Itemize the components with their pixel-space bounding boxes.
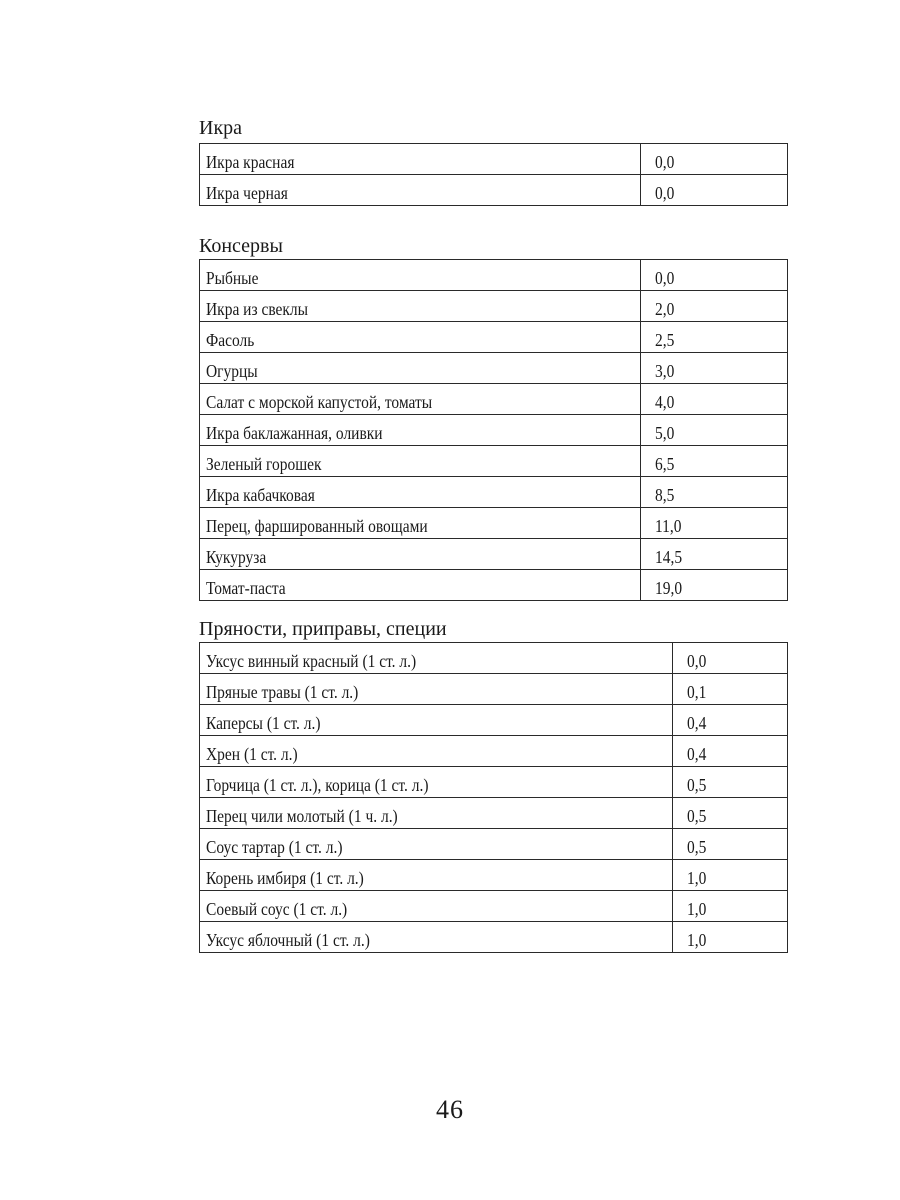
item-name: Икра черная — [206, 183, 288, 203]
item-name-cell — [200, 291, 641, 322]
item-name-cell — [200, 860, 673, 891]
item-value: 0,0 — [655, 183, 675, 203]
item-value-cell — [673, 705, 788, 736]
item-name-cell — [200, 570, 641, 601]
item-name: Огурцы — [206, 361, 258, 381]
item-value-cell — [673, 860, 788, 891]
item-value-cell — [641, 446, 788, 477]
item-name-cell — [200, 705, 673, 736]
item-value: 0,0 — [655, 268, 675, 288]
table-konservy — [199, 259, 788, 601]
item-name: Уксус яблочный (1 ст. л.) — [206, 930, 370, 950]
item-value-cell — [641, 384, 788, 415]
item-value: 0,0 — [687, 651, 707, 671]
table-row — [200, 829, 788, 860]
item-name-cell — [200, 798, 673, 829]
table-row — [200, 446, 788, 477]
item-name: Салат с морской капустой, томаты — [206, 392, 433, 412]
item-value-cell — [641, 570, 788, 601]
table-row — [200, 570, 788, 601]
table-row — [200, 415, 788, 446]
item-value-cell — [641, 260, 788, 291]
item-name-cell — [200, 736, 673, 767]
table-row — [200, 736, 788, 767]
item-value-cell — [641, 508, 788, 539]
item-value: 1,0 — [687, 868, 707, 888]
table-row — [200, 705, 788, 736]
item-name: Икра из свеклы — [206, 299, 309, 319]
item-name: Перец, фаршированный овощами — [206, 516, 428, 536]
item-name-cell — [200, 144, 641, 175]
table-row — [200, 353, 788, 384]
item-value-cell — [641, 322, 788, 353]
item-value-cell — [641, 175, 788, 206]
table-row — [200, 322, 788, 353]
item-name-cell — [200, 539, 641, 570]
table-spices — [199, 642, 788, 953]
item-name: Горчица (1 ст. л.), корица (1 ст. л.) — [206, 775, 429, 795]
item-name: Каперсы (1 ст. л.) — [206, 713, 321, 733]
item-name: Перец чили молотый (1 ч. л.) — [206, 806, 398, 826]
item-name-cell — [200, 829, 673, 860]
item-value: 0,5 — [687, 837, 707, 857]
table-row — [200, 539, 788, 570]
item-value-cell — [641, 291, 788, 322]
item-value: 2,0 — [655, 299, 675, 319]
item-value: 4,0 — [655, 392, 675, 412]
item-name-cell — [200, 674, 673, 705]
item-value: 6,5 — [655, 454, 675, 474]
table-row — [200, 674, 788, 705]
item-name: Уксус винный красный (1 ст. л.) — [206, 651, 417, 671]
table-row — [200, 384, 788, 415]
table-row — [200, 860, 788, 891]
item-value-cell — [641, 144, 788, 175]
item-name-cell — [200, 322, 641, 353]
item-name-cell — [200, 384, 641, 415]
item-name-cell — [200, 767, 673, 798]
item-value: 0,5 — [687, 775, 707, 795]
item-name: Икра кабачковая — [206, 485, 315, 505]
item-value: 0,5 — [687, 806, 707, 826]
item-name: Кукуруза — [206, 547, 267, 567]
item-value: 19,0 — [655, 578, 683, 598]
item-value-cell — [673, 798, 788, 829]
table-row — [200, 798, 788, 829]
item-name-cell — [200, 353, 641, 384]
item-value-cell — [673, 891, 788, 922]
item-name-cell — [200, 508, 641, 539]
item-name-cell — [200, 175, 641, 206]
item-name: Пряные травы (1 ст. л.) — [206, 682, 359, 702]
item-name-cell — [200, 477, 641, 508]
item-name: Соевый соус (1 ст. л.) — [206, 899, 348, 919]
item-name-cell — [200, 446, 641, 477]
table-ikra — [199, 143, 788, 206]
item-value: 0,1 — [687, 682, 707, 702]
item-value-cell — [641, 539, 788, 570]
item-value: 0,4 — [687, 713, 707, 733]
item-value-cell — [673, 829, 788, 860]
table-row — [200, 767, 788, 798]
item-value-cell — [673, 922, 788, 953]
item-value: 8,5 — [655, 485, 675, 505]
item-value-cell — [641, 353, 788, 384]
item-value: 1,0 — [687, 930, 707, 950]
table-row — [200, 891, 788, 922]
item-name: Фасоль — [206, 330, 255, 350]
page-number: 46 — [436, 1095, 464, 1124]
table-row — [200, 922, 788, 953]
item-name-cell — [200, 643, 673, 674]
item-name-cell — [200, 922, 673, 953]
item-value: 5,0 — [655, 423, 675, 443]
item-value: 1,0 — [687, 899, 707, 919]
item-name-cell — [200, 891, 673, 922]
item-value-cell — [673, 736, 788, 767]
item-value: 11,0 — [655, 516, 682, 536]
item-value-cell — [673, 643, 788, 674]
section-title: Пряности, приправы, специи — [199, 618, 447, 640]
item-value-cell — [641, 415, 788, 446]
item-value-cell — [673, 767, 788, 798]
table-row — [200, 144, 788, 175]
table-row — [200, 260, 788, 291]
item-name: Корень имбиря (1 ст. л.) — [206, 868, 364, 888]
item-value-cell — [673, 674, 788, 705]
item-name: Хрен (1 ст. л.) — [206, 744, 298, 764]
item-value: 2,5 — [655, 330, 675, 350]
section-title: Икра — [199, 117, 243, 139]
item-name: Томат-паста — [206, 578, 286, 598]
item-name: Икра баклажанная, оливки — [206, 423, 383, 443]
table-row — [200, 175, 788, 206]
table-row — [200, 291, 788, 322]
item-value-cell — [641, 477, 788, 508]
item-value: 0,4 — [687, 744, 707, 764]
item-value: 0,0 — [655, 152, 675, 172]
item-value: 14,5 — [655, 547, 683, 567]
section-title: Консервы — [199, 235, 283, 257]
table-row — [200, 508, 788, 539]
item-name-cell — [200, 415, 641, 446]
item-name: Зеленый горошек — [206, 454, 322, 474]
item-value: 3,0 — [655, 361, 675, 381]
item-name: Соус тартар (1 ст. л.) — [206, 837, 343, 857]
item-name-cell — [200, 260, 641, 291]
table-row — [200, 477, 788, 508]
table-row — [200, 643, 788, 674]
item-name: Икра красная — [206, 152, 295, 172]
item-name: Рыбные — [206, 268, 259, 288]
